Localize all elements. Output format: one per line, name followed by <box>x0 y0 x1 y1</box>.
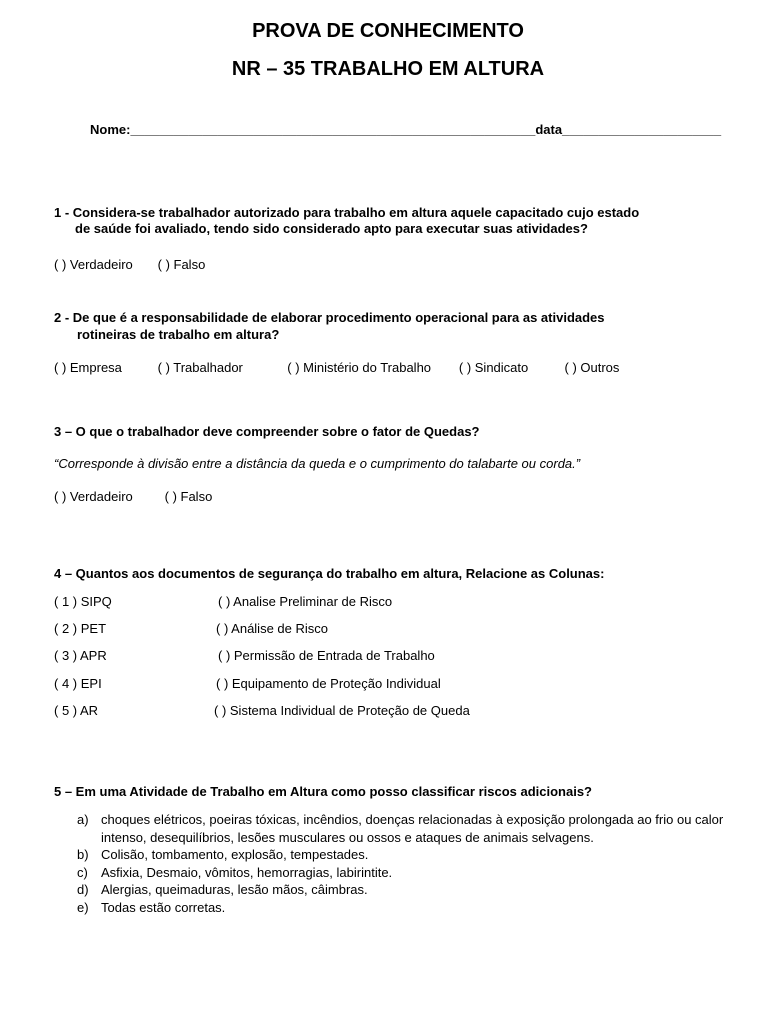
option-ministerio[interactable]: ( ) Ministério do Trabalho <box>287 360 432 375</box>
name-date-line[interactable]: Nome:________________________________________________________data______________________ <box>90 122 722 137</box>
question-1-line-2: de saúde foi avaliado, tendo sido considerado apto para executar suas atividades? <box>75 221 588 236</box>
question-5-options <box>54 811 754 916</box>
option-marker: a) <box>77 812 89 827</box>
option-verdadeiro[interactable]: ( ) Verdadeiro <box>54 257 133 272</box>
option-verdadeiro[interactable]: ( ) Verdadeiro <box>54 489 133 504</box>
match-left-4[interactable]: ( 4 ) EPI <box>54 676 102 691</box>
option-text: Todas estão corretas. <box>101 899 226 915</box>
question-1-line-1: 1 - Considera-se trabalhador autorizado para trabalho em altura aquele capacitado cujo estado <box>54 205 640 220</box>
option-e[interactable] <box>54 899 754 917</box>
option-c[interactable] <box>54 864 754 882</box>
option-trabalhador[interactable]: ( ) Trabalhador <box>157 360 243 375</box>
question-2-options <box>54 360 619 375</box>
question-3-statement: “Corresponde à divisão entre a distância da queda e o cumprimento do talabarte ou corda.” <box>54 456 581 471</box>
option-d[interactable] <box>54 881 754 899</box>
option-text: Asfixia, Desmaio, vômitos, hemorragias, labirintite. <box>101 864 393 880</box>
option-outros[interactable]: ( ) Outros <box>564 360 620 375</box>
option-b[interactable] <box>54 846 754 864</box>
page-title: PROVA DE CONHECIMENTO <box>252 20 524 42</box>
match-right-1[interactable]: ( ) Analise Preliminar de Risco <box>218 594 393 609</box>
match-right-4[interactable]: ( ) Equipamento de Proteção Individual <box>216 676 441 691</box>
option-marker: d) <box>77 882 89 897</box>
option-a[interactable] <box>54 811 754 846</box>
question-5: 5 – Em uma Atividade de Trabalho em Altura como posso classificar riscos adicionais? <box>54 784 592 799</box>
option-marker: b) <box>77 847 89 862</box>
option-empresa[interactable]: ( ) Empresa <box>54 360 122 375</box>
option-text: choques elétricos, poeiras tóxicas, incêndios, doenças relacionadas à exposição prolongada ao frio ou calor intenso, desequilíbrios, lesões musculares ou ossos e ataques de animais selvagens. <box>101 812 724 845</box>
question-3: 3 – O que o trabalhador deve compreender sobre o fator de Quedas? <box>54 424 480 439</box>
question-1-options <box>54 257 205 272</box>
question-4: 4 – Quantos aos documentos de segurança do trabalho em altura, Relacione as Colunas: <box>54 566 605 581</box>
option-text: Alergias, queimaduras, lesão mãos, câimbras. <box>101 882 368 897</box>
option-falso[interactable]: ( ) Falso <box>157 257 206 272</box>
question-2-line-2: rotineiras de trabalho em altura? <box>77 327 280 342</box>
match-left-5[interactable]: ( 5 ) AR <box>54 703 99 718</box>
option-marker: c) <box>77 864 88 880</box>
match-left-1[interactable]: ( 1 ) SIPQ <box>54 594 112 609</box>
match-right-2[interactable]: ( ) Análise de Risco <box>216 621 328 636</box>
option-marker: e) <box>77 899 89 915</box>
match-right-5[interactable]: ( ) Sistema Individual de Proteção de Queda <box>214 703 470 718</box>
page-subtitle: NR – 35 TRABALHO EM ALTURA <box>231 58 545 80</box>
match-left-2[interactable]: ( 2 ) PET <box>54 621 107 636</box>
option-text: Colisão, tombamento, explosão, tempestades. <box>101 847 369 862</box>
option-falso[interactable]: ( ) Falso <box>164 489 213 504</box>
option-sindicato[interactable]: ( ) Sindicato <box>458 360 529 375</box>
question-3-options <box>54 489 212 504</box>
match-right-3[interactable]: ( ) Permissão de Entrada de Trabalho <box>218 648 435 663</box>
match-left-3[interactable]: ( 3 ) APR <box>54 648 107 663</box>
question-2-line-1: 2 - De que é a responsabilidade de elaborar procedimento operacional para as atividades <box>54 310 605 325</box>
